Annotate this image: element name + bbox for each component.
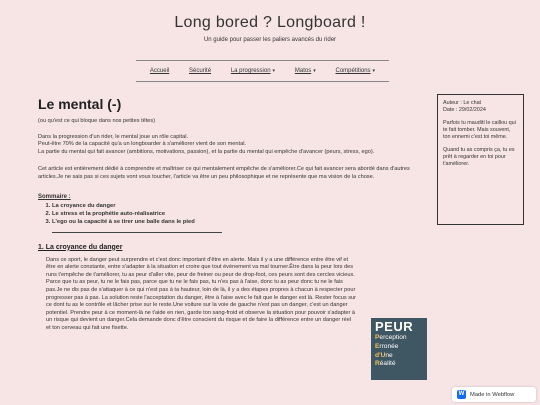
- article: [38, 96, 428, 333]
- intro-line: Peut-être 70% de la capacité qu'a un longboarder à s'améliorer vient de son mental.: [38, 141, 246, 148]
- intro-line: Dans la progression d'un rider, le mental joue un rôle capital.: [38, 133, 189, 140]
- nav-item-label: Sécurité: [189, 68, 212, 74]
- site-tagline: Un guide pour passer les paliers avancés du rider: [203, 37, 337, 43]
- peur-title: PEUR: [375, 319, 414, 334]
- publish-date: Date : 29/02/2024: [443, 107, 486, 113]
- peur-line: Erronée: [375, 342, 399, 350]
- nav-item-label: Compétitions: [335, 68, 371, 74]
- nav-item-label: Accueil: [149, 68, 170, 74]
- peur-acronym-image: [371, 318, 427, 380]
- site-title[interactable]: Long bored ? Longboard !: [174, 14, 366, 31]
- webflow-logo-icon: W: [458, 391, 465, 397]
- sidebar-quote: Quand tu as compris ça, tu es prêt à regarder en toi pour t'améliorer.: [443, 147, 515, 167]
- summary-title: Sommaire :: [38, 193, 71, 200]
- article-intro: [38, 134, 428, 157]
- page-title: Le mental (-): [38, 96, 122, 112]
- nav-item-matos[interactable]: [295, 68, 316, 74]
- nav-item-label: Matos: [294, 68, 312, 74]
- article-subtitle: (ou qu'est ce qui bloque dans nos petites têtes): [38, 118, 156, 124]
- peur-line: Perception: [375, 334, 407, 341]
- summary: [38, 194, 428, 233]
- nav-item-progression[interactable]: [231, 68, 275, 74]
- article-intro-2: Cet article est entièrement dédié à comprendre et maîtriser ce qui mentalement empêche de s'améliorer.Ce qui fait avancer sera abordé dans d'autres articles.Je ne sais pas si ces sujets vont vous toucher, l'article va être un peu philosophique et ne représente que ma vision de la chose.: [38, 166, 410, 180]
- made-in-webflow-badge[interactable]: [452, 387, 536, 402]
- chevron-down-icon: ▾: [272, 68, 276, 74]
- sidebar-quote: Parfois tu mauditl le caillou qui te fait tomber. Mais souvent, ton ennemi c'est toi même.: [443, 120, 516, 140]
- peur-line: d'Une: [375, 351, 393, 359]
- author-name: Auteur : Le chat: [443, 100, 482, 106]
- peur-line: Réalité: [375, 360, 396, 368]
- section-body: Dans ce sport, le danger peut surprendre et c'est donc important d'être en alerte. Mais il y a une différence entre être vif et être en alerte constante, entre s'adapter à la situation et croire que tout évènement va mal tourner.Être dans la peur lors des runs t'empêche de t'améliorer, tu as peur d'aller vite, peur de freiner ou peur de drop-foot, ces peurs sont des cercles vicieux. Parce que tu as peur, tu ne le fais pas, parce que tu ne le fais pas, tu n'es pas à l'aise, donc tu as peur donc tu ne le fais pas.Je ne dis pas de s'attaquer à ce qui n'est pas à ta hauteur, loin de là, il y a des étapes propres à chacun à respecter pour progresser pas à pas. La solution reste l'acceptation du danger, être à l'aise avec le fait que le danger est là. Rester focus sur ce dont tu as le contrôle et lâcher prise sur le reste.Une voiture sur la voie de gauche n'est pas un danger, c'est un danger potentiel. Prendre peur à ce moment-là ne t'aide en rien, garde ton sang-froid et observe la situation pour pouvoir s'adapter à un risque qui devient un danger.Cela demande donc d'être conscient du risque et de faire la différence entre un danger réel et ton cerveau qui fait une fixette.: [46, 256, 356, 331]
- chevron-down-icon: ▾: [313, 68, 316, 74]
- nav-item-securite[interactable]: [189, 68, 211, 74]
- section-title: 1. La croyance du danger: [38, 243, 123, 251]
- nav-item-accueil[interactable]: [150, 68, 169, 74]
- divider: [52, 232, 222, 233]
- badge-label: Made in Webflow: [470, 391, 515, 398]
- summary-list: [38, 202, 428, 226]
- main-nav: [136, 60, 389, 82]
- intro-line: La partie du mental qui fait avancer (ambitions, motivations, passion), et la partie du mental qui empêche d'avancer (peurs, stress, ego).: [38, 148, 375, 155]
- site-header: [0, 0, 540, 43]
- author-sidebar: [437, 94, 524, 225]
- summary-item[interactable]: 1. La croyance du danger: [52, 202, 428, 210]
- summary-item[interactable]: 2. Le stress et la prophétie auto-réalisatrice: [52, 210, 428, 218]
- chevron-down-icon: ▾: [372, 68, 376, 74]
- summary-item[interactable]: 3. L'ego ou la capacité à se tirer une balle dans le pied: [52, 218, 428, 226]
- nav-item-label: La progression: [230, 68, 271, 74]
- nav-item-competitions[interactable]: [336, 68, 376, 74]
